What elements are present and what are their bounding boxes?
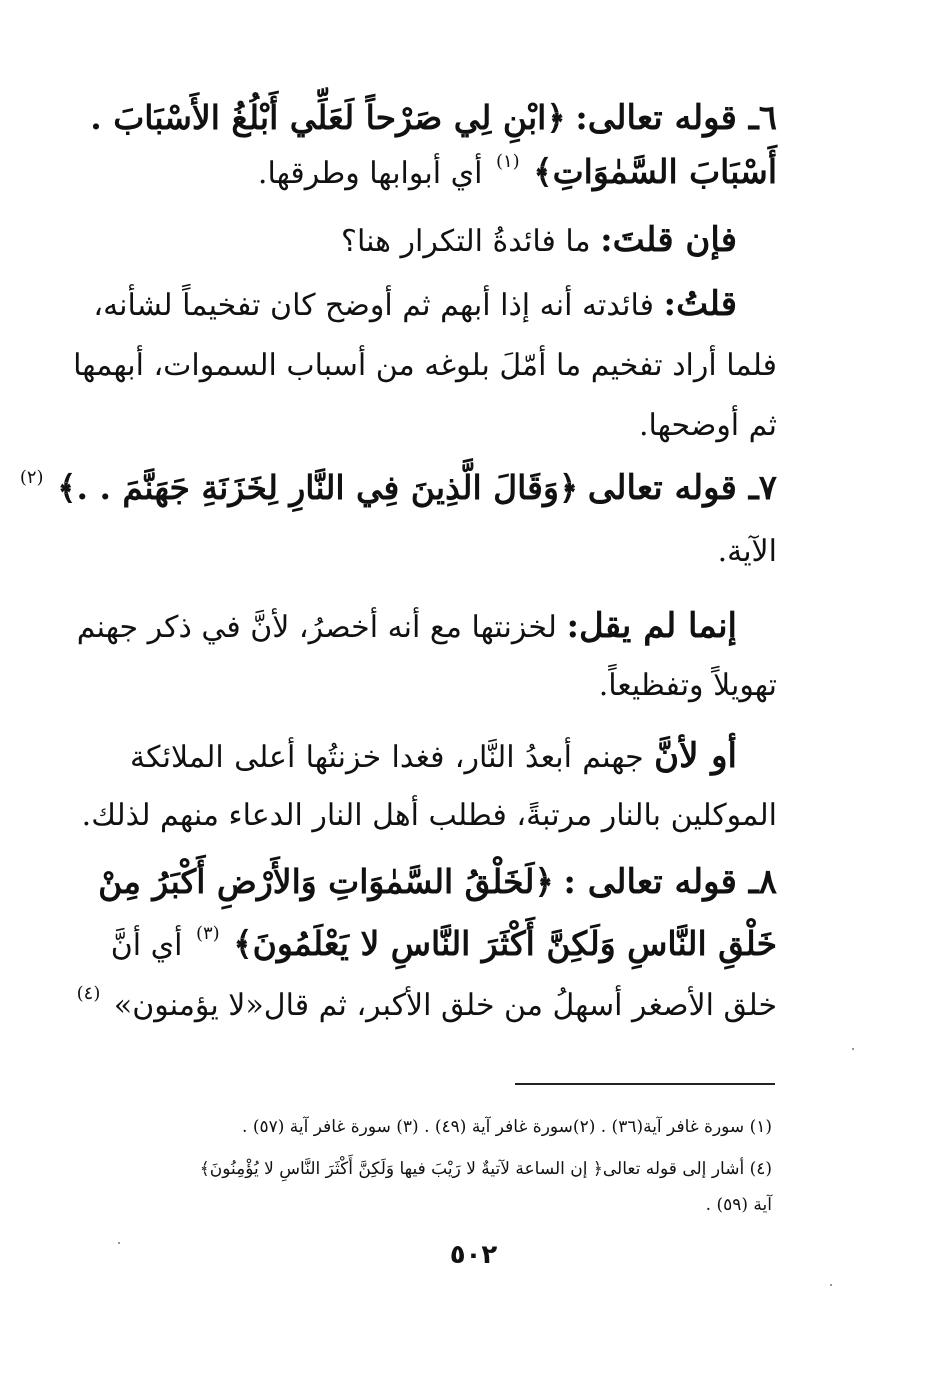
answer-line1: [93, 282, 737, 328]
footnote-line3: آية (٥٩) .: [705, 1195, 772, 1215]
scan-speck: [852, 1048, 854, 1050]
para6-verse-part1: ﴿ابْنِ لِي صَرْحاً لَعَلِّي أَبْلُغُ الأَسْبَابَ .: [90, 98, 566, 137]
footnote-line2: (٤) أشار إلى قوله تعالى﴿ إن الساعة لآتيةٌ لا رَيْبَ فيها وَلَكِنَّ أَكْثَرَ النَّاسِ لا يُؤْمِنُونَ﴾: [199, 1159, 772, 1179]
para8-text-2: خلق الأصغر أسهلُ من خلق الأكبر، ثم قال«لا يؤمنون»: [113, 988, 777, 1023]
para8-text-1: أي أنَّ: [110, 928, 183, 963]
why-lead: إنما لم يقل:: [566, 606, 737, 646]
para6-lead: ٦ـ قوله تعالى:: [575, 98, 777, 138]
para6-verse-part2: أَسْبَابَ السَّمٰوَاتِ﴾: [533, 152, 777, 191]
why-line2: [130, 664, 777, 708]
answer-text-3: ثم أوضحها.: [638, 408, 777, 443]
page-number: ٥٠٢: [449, 1240, 498, 1270]
para7-verse: ﴿وَقَالَ الَّذِينَ فِي النَّارِ لِخَزَنَةِ جَهَنَّمَ . .﴾: [57, 468, 579, 507]
why-text-1: لخزنتها مع أنه أخصرُ، لأنَّ في ذكر جهنم: [76, 610, 557, 645]
or-text-1: جهنم أبعدُ النَّار، فغدا خزنتُها أعلى الملائكة: [130, 740, 644, 775]
footnote-ref-2[interactable]: (٢): [19, 467, 44, 488]
footnote-separator: [515, 1083, 775, 1085]
footnote-line1: (١) سورة غافر آية(٣٦) . (٢)سورة غافر آية (٤٩) . (٣) سورة غافر آية (٥٧) .: [242, 1117, 772, 1137]
or-text-2: الموكلين بالنار مرتبةً، فطلب أهل النار الدعاء منهم لذلك.: [81, 798, 777, 833]
scan-speck: [830, 1284, 832, 1286]
question-lead: فإن قلتَ:: [600, 220, 737, 260]
footnote-ref-3[interactable]: (٣): [195, 923, 220, 944]
footnote-ref-1[interactable]: (١): [495, 151, 520, 172]
para7-lead: ٧ـ قوله تعالى: [587, 468, 777, 508]
scan-speck: [118, 1242, 120, 1244]
or-line1: [130, 734, 737, 780]
why-line1: [76, 604, 737, 650]
or-lead: أو لأنَّ: [654, 736, 738, 776]
para6-line1: [90, 96, 777, 142]
para8-line1: [98, 860, 777, 906]
answer-lead: قلتُ:: [663, 284, 737, 324]
why-text-2: تهويلاً وتفظيعاً.: [598, 668, 777, 703]
answer-line2: [73, 344, 777, 388]
para7-line2: [130, 530, 777, 574]
para7-text: الآية.: [717, 534, 777, 569]
answer-text-2: فلما أراد تفخيم ما أمّلَ بلوغه من أسباب السموات، أبهمها: [73, 348, 777, 383]
answer-line3: [130, 404, 777, 448]
para8-verse-part2: خَلْقِ النَّاسِ وَلَكِنَّ أَكْثَرَ النَّاسِ لا يَعْلَمُونَ﴾: [233, 924, 777, 963]
para8-lead: ٨ـ قوله تعالى :: [563, 862, 777, 902]
para6-line2: [130, 150, 777, 200]
para7-line1: [19, 466, 777, 516]
question-line: [130, 218, 737, 264]
para6-text: أي أبوابها وطرقها.: [257, 156, 483, 191]
para8-line2: [110, 922, 777, 972]
answer-text-1: فائدته أنه إذا أبهم ثم أوضح كان تفخيماً لشأنه،: [93, 288, 654, 323]
footnote-ref-4[interactable]: (٤): [76, 983, 101, 1004]
para8-line3: [76, 983, 777, 1032]
or-line2: [81, 794, 777, 838]
para8-verse-part1: ﴿لَخَلْقُ السَّمٰوَاتِ وَالأَرْضِ أَكْبَرُ مِنْ: [98, 862, 554, 901]
question-text: ما فائدةُ التكرار هنا؟: [341, 224, 591, 259]
